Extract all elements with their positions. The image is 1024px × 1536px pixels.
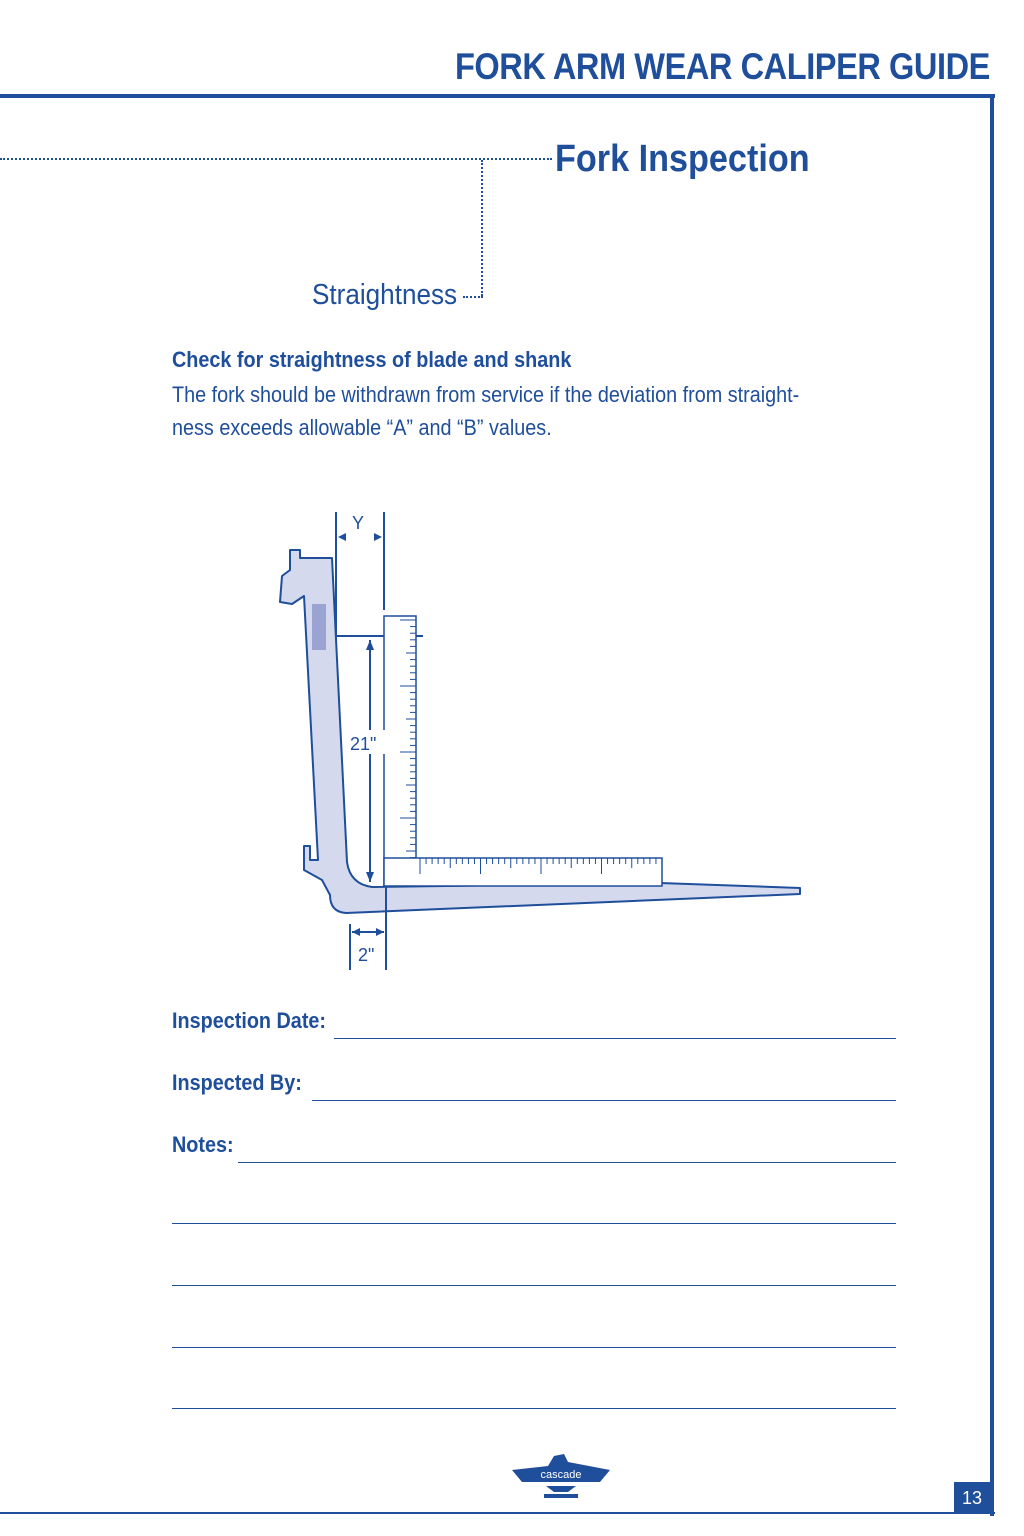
height-arrow-top [366, 640, 374, 650]
inspected-by-field[interactable] [312, 1100, 896, 1101]
dotted-leader-connector [463, 296, 483, 298]
notes-line[interactable] [172, 1285, 896, 1286]
width-arrow-left [352, 928, 360, 936]
fork-straightness-diagram [260, 500, 820, 980]
section-title: Fork Inspection [555, 138, 810, 180]
notes-line[interactable] [172, 1223, 896, 1224]
notes-field[interactable] [238, 1162, 896, 1163]
inspection-date-label: Inspection Date: [172, 1008, 327, 1033]
notes-line[interactable] [172, 1408, 896, 1409]
frame-right-rule [990, 94, 994, 1516]
page-number: 13 [954, 1482, 990, 1514]
y-label: Y [352, 513, 365, 533]
width-arrow-right [376, 928, 384, 936]
inspection-date-field[interactable] [334, 1038, 896, 1039]
square-vertical-arm [384, 616, 416, 886]
y-arrow-left [338, 533, 346, 541]
y-arrow-right [374, 533, 382, 541]
check-heading: Check for straightness of blade and shank [172, 347, 572, 372]
subsection-title: Straightness [312, 279, 458, 311]
dotted-leader-horizontal [0, 158, 552, 160]
check-body-line-1: The fork should be withdrawn from service if the deviation from straight- [172, 382, 800, 407]
dotted-leader-vertical [481, 160, 483, 296]
check-body [172, 378, 874, 444]
notes-label: Notes: [172, 1132, 234, 1157]
cascade-logo [508, 1448, 614, 1506]
svg-text:cascade: cascade [540, 1469, 582, 1481]
fork-pad [312, 604, 326, 650]
height-label: 21" [350, 734, 377, 754]
height-arrow-bottom [366, 872, 374, 882]
frame-bottom-rule [0, 1512, 995, 1514]
frame-top-rule [0, 94, 995, 98]
guide-title: FORK ARM WEAR CALIPER GUIDE [455, 46, 990, 87]
check-body-line-2: ness exceeds allowable “A” and “B” values. [172, 415, 552, 440]
inspected-by-label: Inspected By: [172, 1070, 302, 1095]
width-label: 2" [358, 945, 375, 965]
notes-line[interactable] [172, 1347, 896, 1348]
